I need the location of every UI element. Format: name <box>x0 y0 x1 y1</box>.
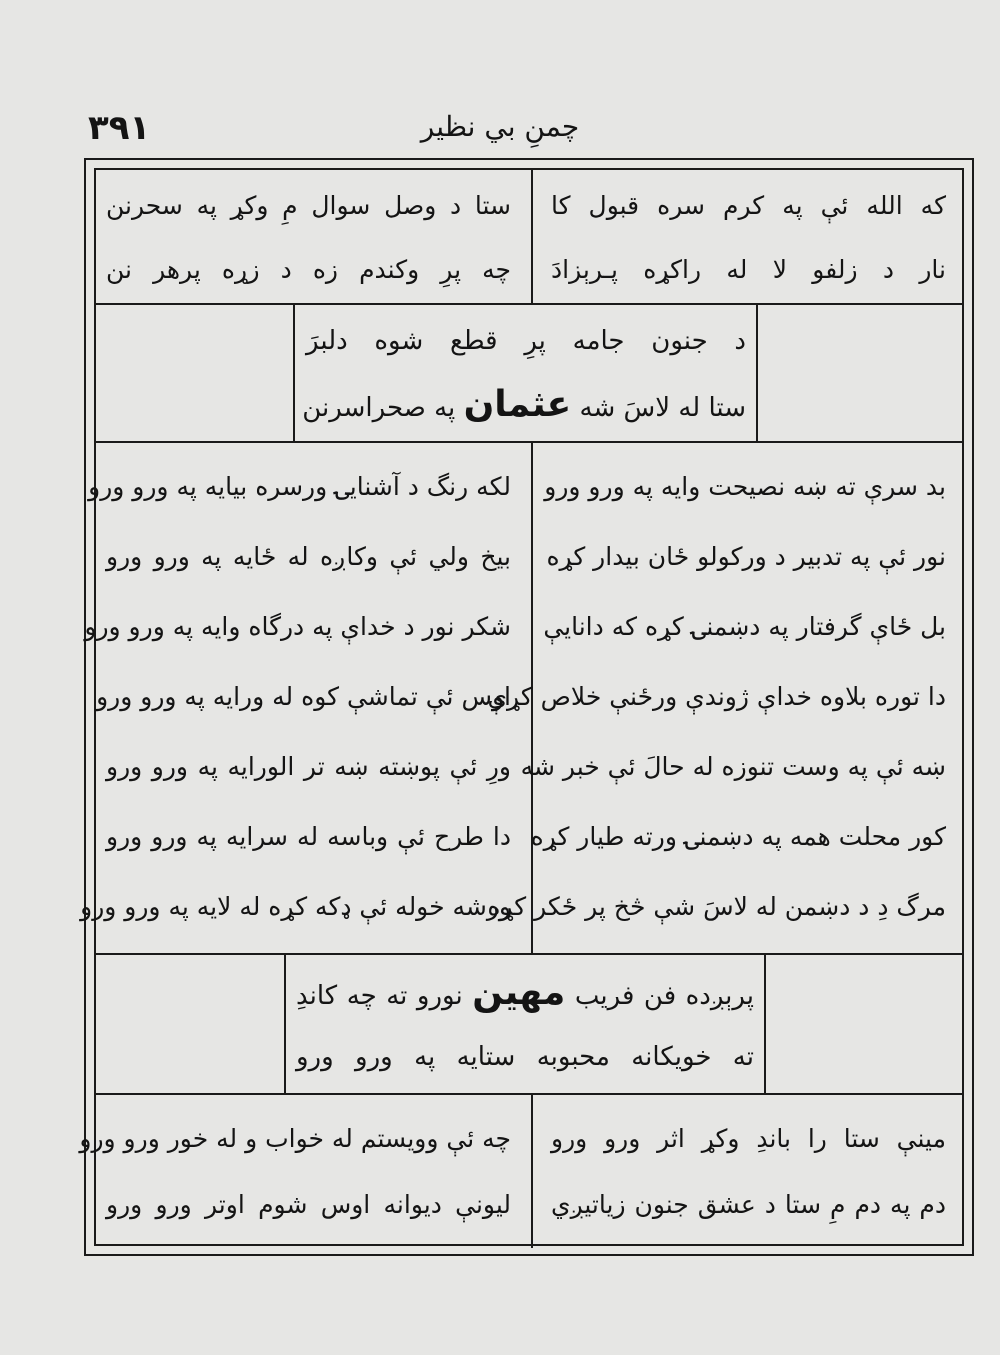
section-divider <box>96 953 962 955</box>
verse-line: نار د زلفو لا له راکړه پـرېزادَ <box>551 255 946 284</box>
running-title: چمنِ بي نظير <box>420 110 580 143</box>
center-box-right-edge <box>764 955 766 1093</box>
left-column-s2 <box>80 453 511 943</box>
verse-line: شکر نور د خداې په درگاه وايه په ورو ورو <box>84 612 511 641</box>
verse-line: بيخ ولي ئې وکاږه له ځايه په ورو ورو <box>106 542 511 571</box>
verse-line <box>302 371 746 439</box>
poet-name-emphasis: عثمان <box>463 384 572 425</box>
center-box-right-edge <box>756 305 758 441</box>
center-box-s1 <box>302 307 746 439</box>
verse-line: ورشه خوله ئې ډکه کړه له لايه په ورو ورو <box>80 892 511 921</box>
verse-line: مرگ دِ د دښمن له لاسَ شې څخ پر ځکر کړه <box>487 892 946 921</box>
verse-segment: پرېږده فن فريب <box>565 981 754 1011</box>
right-column-s4 <box>551 1105 946 1245</box>
verse-line: که الله ئې په کرم سره قبول کا <box>551 191 946 220</box>
verse-line: دا توره بلاوه خداې ژوندې ورځنې خلاص کړې <box>487 682 946 711</box>
page-frame <box>79 158 974 1256</box>
verse-line: ته خويکانه محبوبه ستايه په ورو ورو <box>296 1042 754 1072</box>
right-column-s0 <box>551 172 946 303</box>
verse-line: کور محلت همه په دښمنۍ ورته طيار کړه <box>530 822 946 851</box>
verse-segment: ستا له لاسَ شه <box>571 393 746 423</box>
verse-line: ورِ ئې پوښته ښه تر الورايه په ورو ورو <box>106 752 511 781</box>
verse-line: بل ځاې گرفتار په دښمنۍ کړه که دانايې <box>543 612 946 641</box>
verse-line: چه ئې وويستم له خواب و له خور ورو ورو <box>79 1124 511 1153</box>
verse-line: اوس ئې تماشې کوه له ورايه په ورو ورو <box>96 682 511 711</box>
page-number: ۳۹۱ <box>88 108 151 148</box>
verse-line: چه پرِ وکندم زه د زړه پرهر نن <box>106 255 511 284</box>
verse-line: مينې ستا را باندِ وکړ اثر ورو ورو <box>551 1124 946 1153</box>
page-inner-frame <box>79 168 964 1246</box>
verse-line: د جنون جامه پرِ قطع شوه دلبرَ <box>306 326 746 356</box>
verse-segment: نورو ته چه کاندِ <box>296 981 473 1011</box>
verse-line: دم په دم مِ ستا د عشق جنون زياتيږي <box>551 1190 946 1219</box>
verse-line: ستا د وصل سوال مِ وکړ په سحرنن <box>106 191 511 220</box>
verse-segment: په صحراسرنن <box>302 393 464 423</box>
poet-name-emphasis: مهين <box>472 972 566 1013</box>
left-column-s4 <box>79 1105 511 1245</box>
center-box-left-edge <box>284 955 286 1093</box>
left-column-s0 <box>106 172 511 303</box>
verse-line <box>296 959 754 1027</box>
verse-line: بد سرې ته ښه نصيحت وايه په ورو ورو <box>544 472 946 501</box>
section-divider <box>96 303 962 305</box>
section-divider <box>96 1093 962 1095</box>
section-divider <box>96 441 962 443</box>
verse-line: دا طرح ئې وباسه له سرايه په ورو ورو <box>106 822 511 851</box>
right-column-s2 <box>487 453 946 943</box>
column-divider <box>531 1095 533 1248</box>
verse-line: ليونې ديوانه اوس شوم اوتر ورو ورو <box>106 1190 511 1219</box>
verse-line: لکه رنگ د آشنايۍ ورسره بيايه په ورو ورو <box>88 472 511 501</box>
center-box-s3 <box>296 959 754 1091</box>
column-divider <box>531 170 533 303</box>
verse-line: ښه ئې په وست تنوزه له حالَ ئې خبر شه <box>520 752 946 781</box>
verse-line: نور ئې په تدبير د ورکولو ځان بيدار کړه <box>546 542 946 571</box>
center-box-left-edge <box>293 305 295 441</box>
